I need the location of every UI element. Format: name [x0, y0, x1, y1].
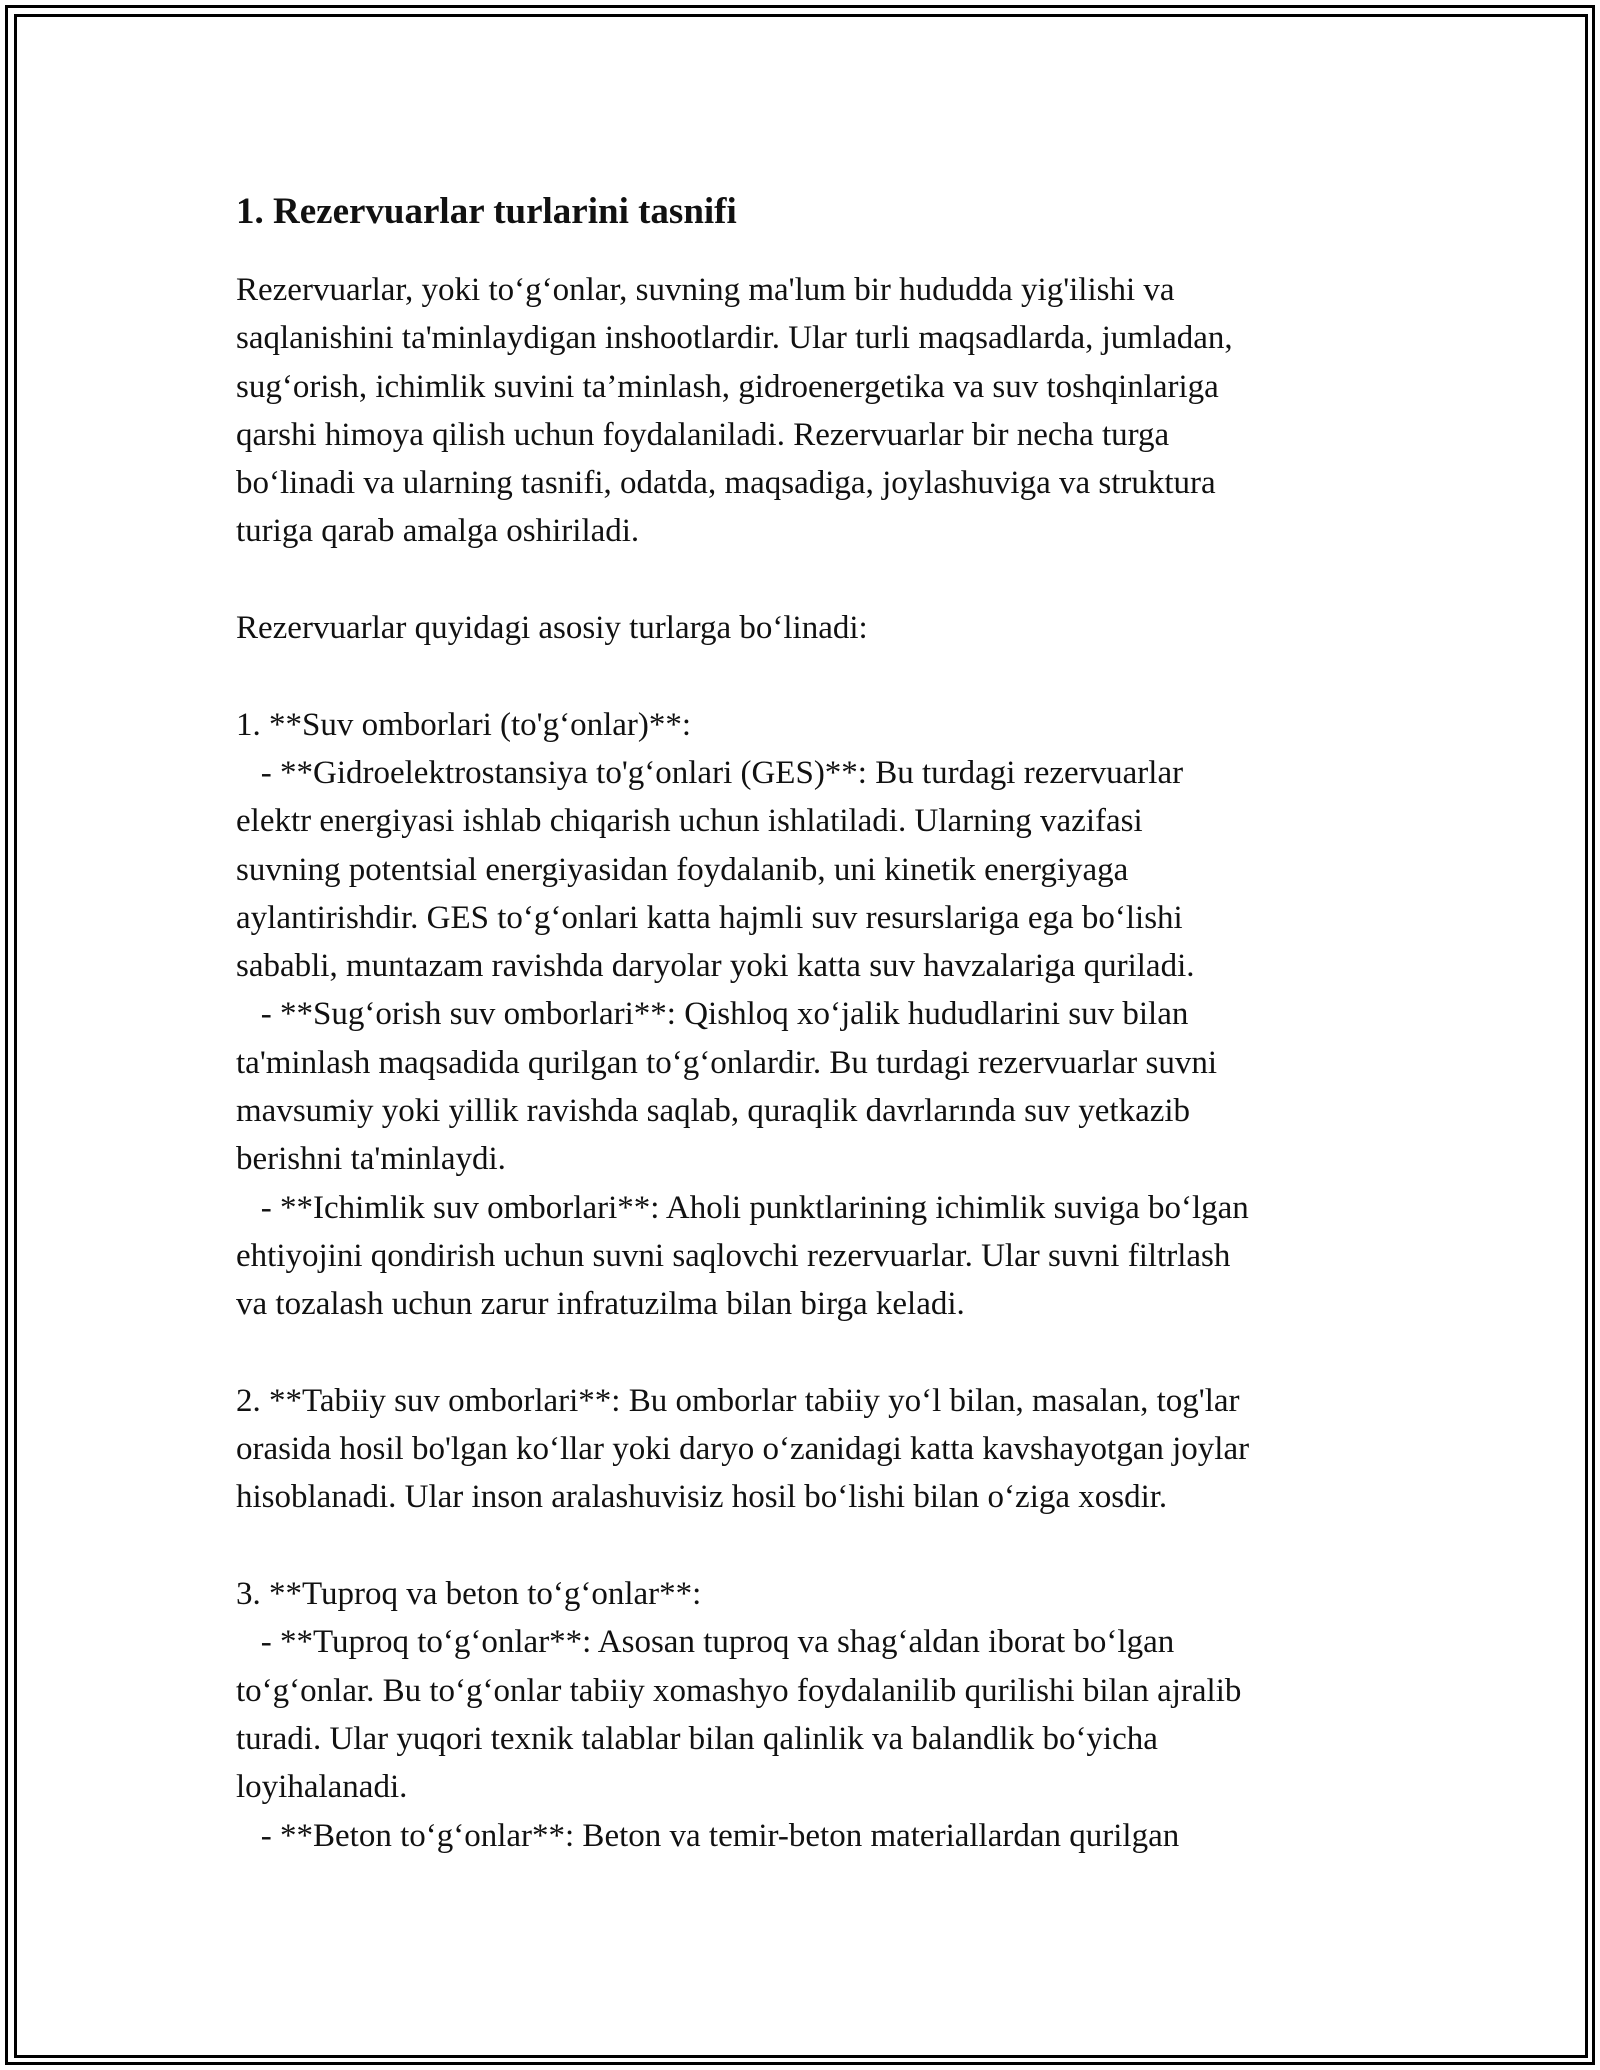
section-heading: 1. Rezervuarlar turlarini tasnifi [236, 191, 737, 232]
text-line: - **Tuproq to‘g‘onlar**: Asosan tuproq va shag‘aldan iborat bo‘lgan [236, 1624, 1175, 1661]
text-line: loyihalanadi. [236, 1769, 408, 1806]
text-line: 3. **Tuproq va beton to‘g‘onlar**: [236, 1576, 702, 1613]
text-line: 1. **Suv omborlari (to'g‘onlar)**: [236, 706, 692, 743]
text-line: 2. **Tabiiy suv omborlari**: Bu omborlar tabiiy yo‘l bilan, masalan, tog'lar [236, 1382, 1240, 1419]
text-line: hisoblanadi. Ular inson aralashuvisiz hosil bo‘lishi bilan o‘ziga xosdir. [236, 1479, 1168, 1516]
text-line: mavsumiy yoki yillik ravishda saqlab, quraqlik davrlarında suv yetkazib [236, 1093, 1191, 1130]
text-line: suvning potentsial energiyasidan foydalanib, uni kinetik energiyaga [236, 851, 1129, 888]
text-line [236, 652, 1386, 700]
text-line: sug‘orish, ichimlik suvini ta’minlash, gidroenergetika va suv toshqinlariga [236, 368, 1219, 405]
text-line: elektr energiyasi ishlab chiqarish uchun ishlatiladi. Ularning vazifasi [236, 803, 1143, 840]
text-line: Rezervuarlar, yoki to‘g‘onlar, suvning ma'lum bir hududda yig'ilishi va [236, 272, 1175, 308]
text-line: to‘g‘onlar. Bu to‘g‘onlar tabiiy xomashyo foydalanilib qurilishi bilan ajralib [236, 1672, 1242, 1709]
text-line: - **Ichimlik suv omborlari**: Aholi punktlarining ichimlik suviga bo‘lgan [236, 1189, 1249, 1226]
text-line: ehtiyojini qondirish uchun suvni saqlovchi rezervuarlar. Ular suvni filtrlash [236, 1237, 1231, 1274]
text-line: saqlanishini ta'minlaydigan inshootlardir. Ular turli maqsadlarda, jumladan, [236, 320, 1233, 357]
paragraph-block [236, 266, 1386, 1860]
document-body [236, 188, 1386, 1860]
text-line: berishni ta'minlaydi. [236, 1141, 506, 1178]
text-line: sababli, muntazam ravishda daryolar yoki katta suv havzalariga quriladi. [236, 948, 1195, 985]
text-line: ta'minlash maqsadida qurilgan to‘g‘onlardir. Bu turdagi rezervuarlar suvni [236, 1044, 1217, 1081]
text-line: Rezervuarlar quyidagi asosiy turlarga bo‘linadi: [236, 610, 868, 647]
text-line [236, 1329, 1386, 1377]
text-line [236, 556, 1386, 604]
text-line: turadi. Ular yuqori texnik talablar bilan qalinlik va balandlik bo‘yicha [236, 1720, 1158, 1757]
text-line: qarshi himoya qilish uchun foydalaniladi. Rezervuarlar bir necha turga [236, 416, 1170, 453]
text-line: - **Gidroelektrostansiya to'g‘onlari (GES)**: Bu turdagi rezervuarlar [236, 754, 1184, 791]
text-line: va tozalash uchun zarur infratuzilma bilan birga keladi. [236, 1286, 965, 1323]
text-line: orasida hosil bo'lgan ko‘llar yoki daryo o‘zanidagi katta kavshayotgan joylar [236, 1431, 1250, 1468]
text-line: bo‘linadi va ularning tasnifi, odatda, maqsadiga, joylashuviga va struktura [236, 465, 1216, 502]
text-line [236, 1522, 1386, 1570]
text-line: - **Beton to‘g‘onlar**: Beton va temir-beton materiallardan qurilgan [236, 1817, 1180, 1854]
text-line: aylantirishdir. GES to‘g‘onlari katta hajmli suv resurslariga ega bo‘lishi [236, 899, 1183, 936]
text-line: - **Sug‘orish suv omborlari**: Qishloq xo‘jalik hududlarini suv bilan [236, 996, 1189, 1033]
text-line: turiga qarab amalga oshiriladi. [236, 513, 640, 550]
